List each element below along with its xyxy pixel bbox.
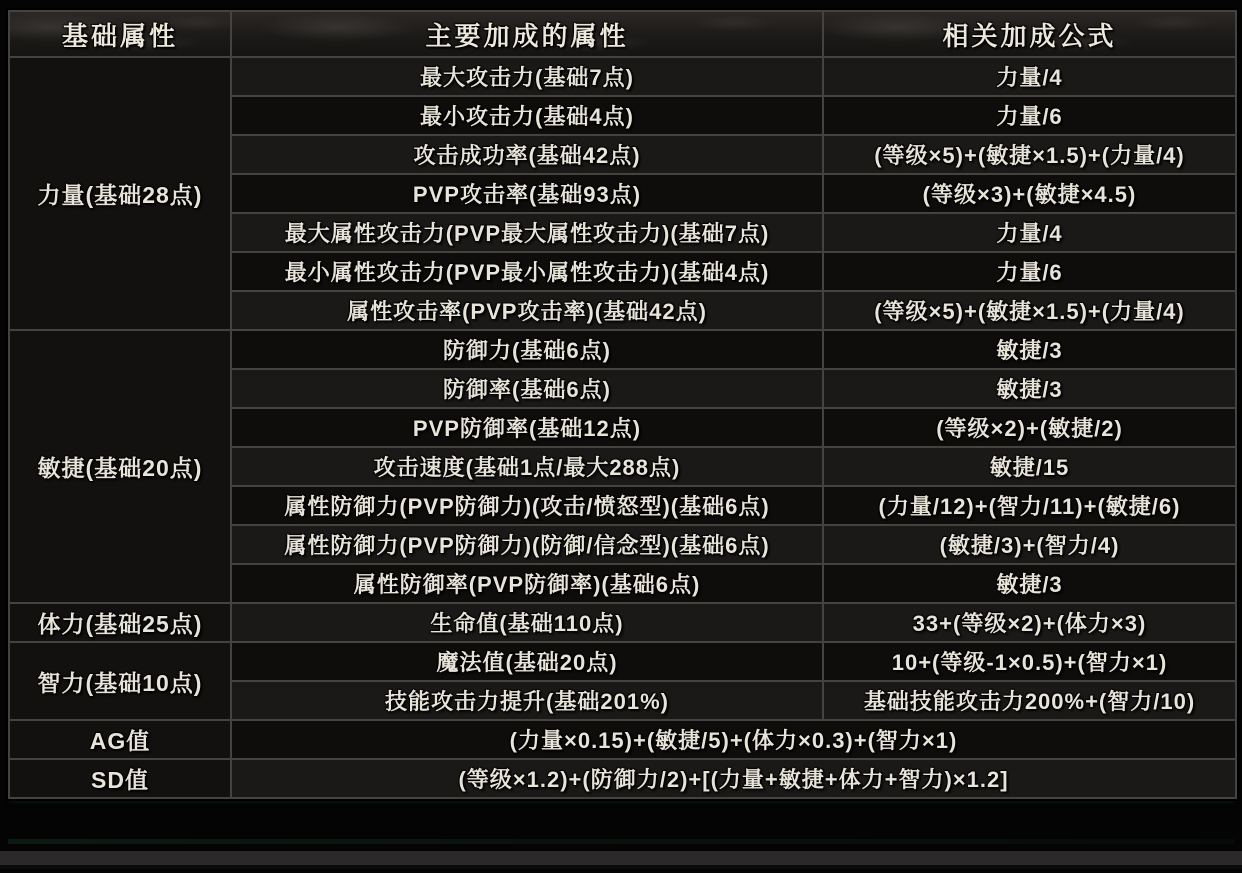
formula-cell: (等级×5)+(敏捷×1.5)+(力量/4) xyxy=(823,291,1236,330)
bonus-attr-cell: 攻击速度(基础1点/最大288点) xyxy=(231,447,823,486)
bonus-attr-cell: 最小属性攻击力(PVP最小属性攻击力)(基础4点) xyxy=(231,252,823,291)
table-bottom-glow xyxy=(8,839,1235,844)
formula-cell: (力量/12)+(智力/11)+(敏捷/6) xyxy=(823,486,1236,525)
bonus-attr-cell: 防御力(基础6点) xyxy=(231,330,823,369)
table-row xyxy=(9,603,1236,642)
footer-bar xyxy=(0,851,1242,869)
header-bonus-attribute: 主要加成的属性 xyxy=(231,11,823,57)
formula-cell: 33+(等级×2)+(体力×3) xyxy=(823,603,1236,642)
formula-cell: 力量/4 xyxy=(823,57,1236,96)
bonus-attr-cell: 防御率(基础6点) xyxy=(231,369,823,408)
bonus-attr-cell: 生命值(基础110点) xyxy=(231,603,823,642)
formula-cell: 敏捷/3 xyxy=(823,369,1236,408)
table-row xyxy=(9,57,1236,96)
table-row xyxy=(9,759,1236,798)
group-cell-energy: 智力(基础10点) xyxy=(9,642,231,720)
formula-cell: 力量/4 xyxy=(823,213,1236,252)
bonus-attr-cell: 最大攻击力(基础7点) xyxy=(231,57,823,96)
formula-cell: (敏捷/3)+(智力/4) xyxy=(823,525,1236,564)
formula-cell: 基础技能攻击力200%+(智力/10) xyxy=(823,681,1236,720)
formula-cell: (等级×5)+(敏捷×1.5)+(力量/4) xyxy=(823,135,1236,174)
table-row xyxy=(9,642,1236,681)
table-row xyxy=(9,720,1236,759)
bonus-attr-cell: 属性防御力(PVP防御力)(攻击/愤怒型)(基础6点) xyxy=(231,486,823,525)
bonus-attr-cell: 技能攻击力提升(基础201%) xyxy=(231,681,823,720)
header-formula: 相关加成公式 xyxy=(823,11,1236,57)
bonus-attr-cell: PVP攻击率(基础93点) xyxy=(231,174,823,213)
formula-cell: 力量/6 xyxy=(823,96,1236,135)
bonus-attr-cell: 魔法值(基础20点) xyxy=(231,642,823,681)
formula-cell-sd: (等级×1.2)+(防御力/2)+[(力量+敏捷+体力+智力)×1.2] xyxy=(231,759,1236,798)
bonus-attr-cell: 属性防御率(PVP防御率)(基础6点) xyxy=(231,564,823,603)
formula-cell: 敏捷/3 xyxy=(823,330,1236,369)
formula-cell: 敏捷/15 xyxy=(823,447,1236,486)
bonus-attr-cell: 最大属性攻击力(PVP最大属性攻击力)(基础7点) xyxy=(231,213,823,252)
header-base-attribute: 基础属性 xyxy=(9,11,231,57)
formula-cell: 10+(等级-1×0.5)+(智力×1) xyxy=(823,642,1236,681)
formula-cell-ag: (力量×0.15)+(敏捷/5)+(体力×0.3)+(智力×1) xyxy=(231,720,1236,759)
bonus-attr-cell: 攻击成功率(基础42点) xyxy=(231,135,823,174)
table-row xyxy=(9,330,1236,369)
group-cell-agility: 敏捷(基础20点) xyxy=(9,330,231,603)
group-cell-sd: SD值 xyxy=(9,759,231,798)
group-cell-ag: AG值 xyxy=(9,720,231,759)
bonus-attr-cell: 属性防御力(PVP防御力)(防御/信念型)(基础6点) xyxy=(231,525,823,564)
group-cell-vitality: 体力(基础25点) xyxy=(9,603,231,642)
header-row xyxy=(9,11,1236,57)
bonus-attr-cell: 属性攻击率(PVP攻击率)(基础42点) xyxy=(231,291,823,330)
bonus-attr-cell: PVP防御率(基础12点) xyxy=(231,408,823,447)
formula-cell: (等级×3)+(敏捷×4.5) xyxy=(823,174,1236,213)
bonus-attr-cell: 最小攻击力(基础4点) xyxy=(231,96,823,135)
stats-formula-table xyxy=(8,10,1237,799)
formula-cell: (等级×2)+(敏捷/2) xyxy=(823,408,1236,447)
formula-cell: 力量/6 xyxy=(823,252,1236,291)
group-cell-strength: 力量(基础28点) xyxy=(9,57,231,330)
formula-cell: 敏捷/3 xyxy=(823,564,1236,603)
